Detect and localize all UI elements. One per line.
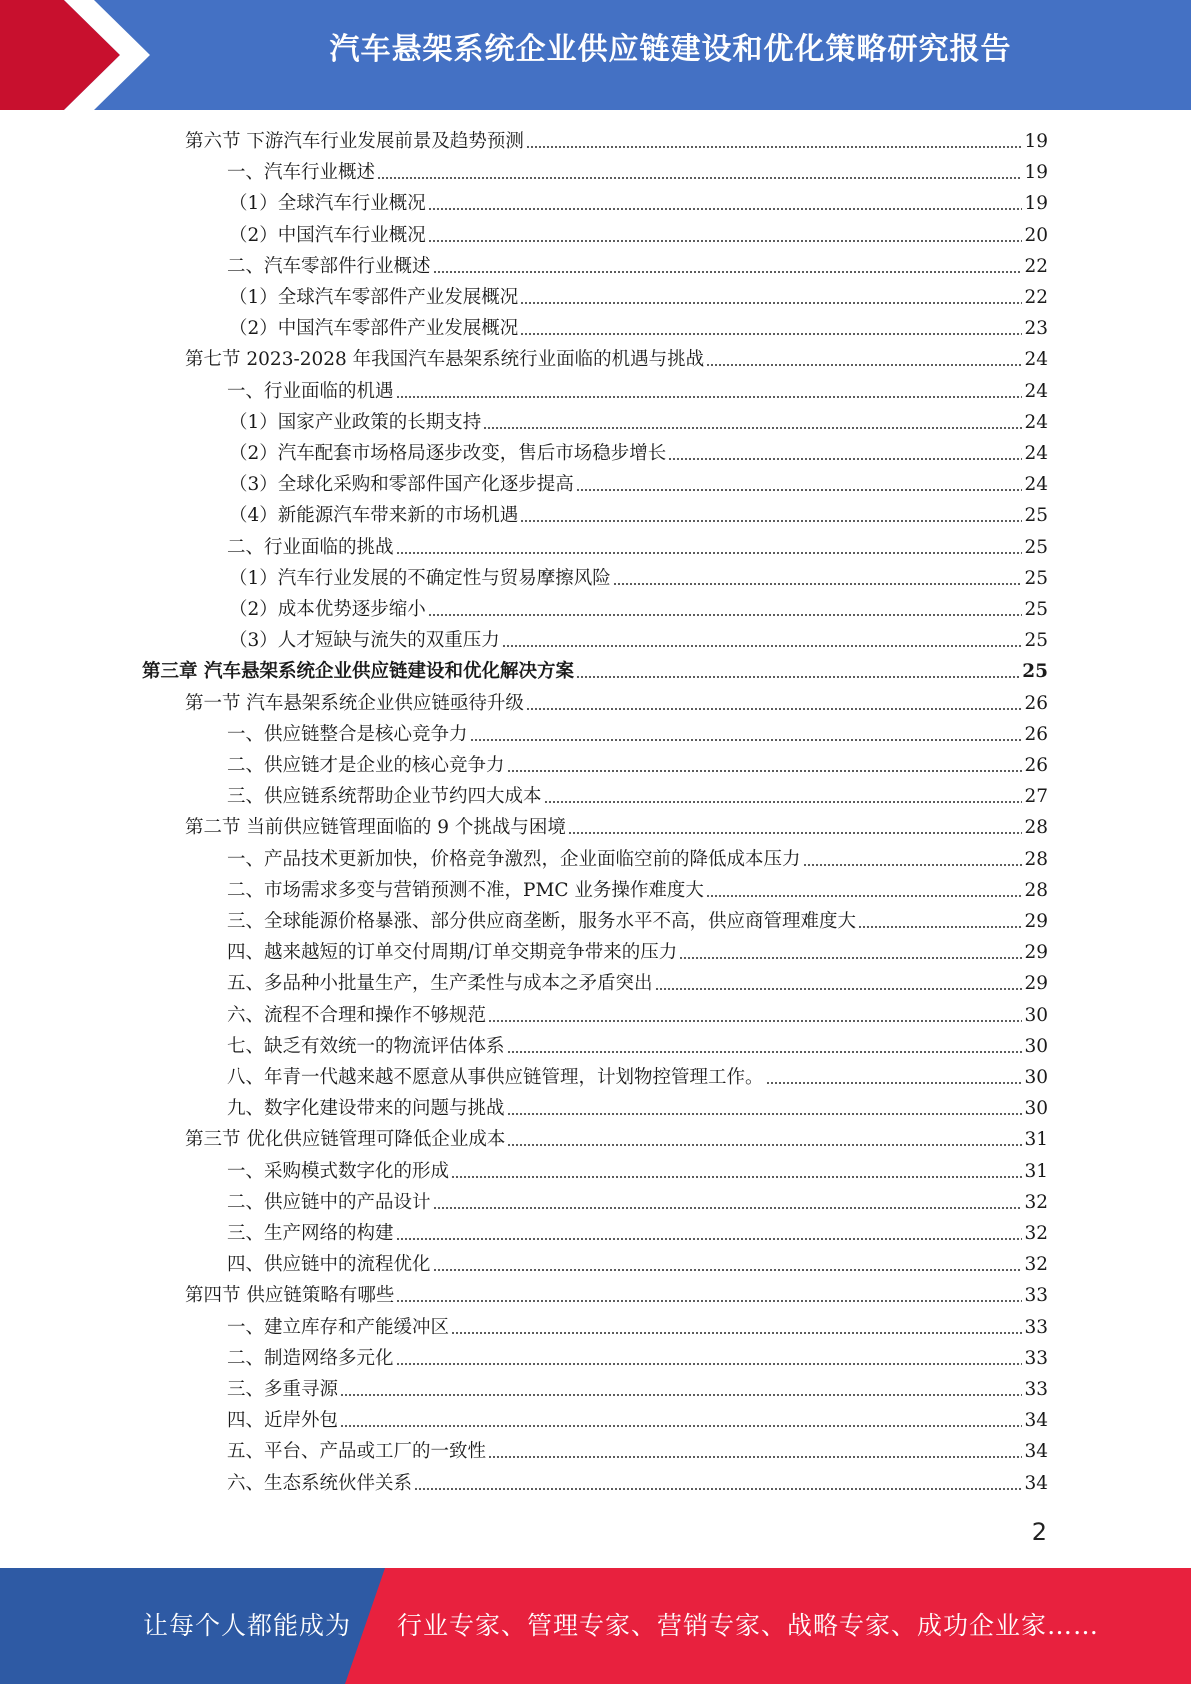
toc-subsection-entry[interactable] (227, 782, 1048, 813)
toc-entry-title: （1）汽车行业发展的不确定性与贸易摩擦风险 (229, 567, 611, 589)
toc-entry-page: 31 (1024, 1129, 1048, 1151)
toc-subsection-entry[interactable] (227, 1063, 1048, 1094)
toc-entry-title: （2）成本优势逐步缩小 (229, 599, 426, 620)
toc-dot-leader (858, 925, 1022, 929)
toc-entry-page: 19 (1024, 131, 1048, 152)
toc-entry-page: 24 (1024, 443, 1048, 464)
toc-subsection-entry[interactable] (227, 720, 1048, 751)
toc-entry-title: （3）全球化采购和零部件国产化逐步提高 (229, 474, 574, 496)
toc-dot-leader (396, 395, 1023, 399)
toc-dot-leader (396, 1299, 1022, 1303)
toc-entry-page: 26 (1024, 723, 1048, 745)
toc-entry-title: 第二节 当前供应链管理面临的 9 个挑战与困境 (185, 817, 566, 839)
toc-entry-title: 五、平台、产品或工厂的一致性 (227, 1441, 487, 1463)
toc-subsection-entry[interactable] (227, 969, 1048, 1000)
toc-dot-leader (520, 301, 1022, 305)
toc-dot-leader (396, 551, 1023, 555)
toc-dot-leader (526, 707, 1023, 711)
toc-section-entry[interactable] (185, 345, 1048, 376)
toc-dot-leader (396, 1362, 1023, 1366)
toc-dot-leader (655, 987, 1023, 991)
toc-entry-title: 第三章 汽车悬架系统企业供应链建设和优化解决方案 (142, 661, 574, 683)
toc-dot-leader (706, 894, 1023, 898)
toc-entry-title: 第六节 下游汽车行业发展前景及趋势预测 (185, 131, 524, 152)
toc-subsection-entry[interactable] (227, 158, 1048, 189)
toc-entry-page: 30 (1024, 1004, 1048, 1026)
toc-dot-leader (520, 332, 1022, 336)
toc-entry-page: 25 (1024, 536, 1048, 558)
toc-dot-leader (526, 145, 1023, 149)
toc-chapter-entry[interactable] (142, 657, 1048, 688)
toc-entry-title: 第一节 汽车悬架系统企业供应链亟待升级 (185, 692, 524, 714)
toc-subsection-entry[interactable] (227, 533, 1048, 564)
toc-subsection-entry[interactable] (227, 1313, 1048, 1344)
toc-entry-page: 25 (1022, 661, 1048, 683)
footer-slogan-right: 行业专家、管理专家、营销专家、战略专家、成功企业家…… (397, 1611, 1100, 1640)
toc-entry-title: （4）新能源汽车带来新的市场机遇 (229, 505, 519, 527)
toc-dot-leader (507, 1112, 1023, 1116)
toc-entry-title: 第七节 2023-2028 年我国汽车悬架系统行业面临的机遇与挑战 (185, 349, 705, 371)
toc-entry-page: 30 (1024, 1098, 1048, 1120)
toc-entry-page: 19 (1024, 193, 1048, 215)
toc-subsection-entry[interactable] (227, 876, 1048, 907)
toc-dot-leader (428, 207, 1023, 211)
report-title: 汽车悬架系统企业供应链建设和优化策略研究报告 (329, 32, 1012, 67)
toc-entry-page: 29 (1024, 911, 1048, 932)
toc-section-entry[interactable] (185, 127, 1048, 158)
toc-entry-page: 34 (1024, 1410, 1048, 1432)
toc-subsection-entry[interactable] (227, 1375, 1048, 1406)
toc-subsection-entry[interactable] (227, 1219, 1048, 1250)
toc-entry-title: 一、行业面临的机遇 (227, 380, 394, 402)
toc-dot-leader (451, 1331, 1022, 1335)
toc-entry-title: 二、行业面临的挑战 (227, 536, 394, 558)
toc-dot-leader (377, 176, 1022, 180)
toc-entry-title: （1）国家产业政策的长期支持 (229, 411, 482, 433)
toc-entry-page: 32 (1024, 1191, 1048, 1213)
toc-dot-leader (507, 769, 1023, 773)
toc-subsection-entry[interactable] (229, 564, 1048, 595)
toc-entry-page: 33 (1024, 1316, 1048, 1338)
toc-dot-leader (803, 863, 1023, 867)
toc-entry-title: 九、数字化建设带来的问题与挑战 (227, 1098, 505, 1120)
toc-subsection-entry[interactable] (227, 252, 1048, 283)
toc-dot-leader (488, 1019, 1022, 1023)
toc-entry-title: 二、市场需求多变与营销预测不准，PMC 业务操作难度大 (227, 879, 704, 901)
toc-subsection-entry[interactable] (229, 408, 1048, 439)
toc-entry-title: （3）人才短缺与流失的双重压力 (229, 630, 500, 652)
toc-entry-page: 25 (1024, 599, 1048, 620)
toc-dot-leader (428, 239, 1023, 243)
toc-dot-leader (766, 1081, 1023, 1085)
toc-subsection-entry[interactable] (227, 1032, 1048, 1063)
toc-entry-title: 二、供应链中的产品设计 (227, 1191, 431, 1213)
toc-entry-title: （2）汽车配套市场格局逐步改变，售后市场稳步增长 (229, 443, 667, 464)
page-header (0, 0, 1191, 110)
toc-dot-leader (483, 426, 1022, 430)
toc-entry-title: 第四节 供应链策略有哪些 (185, 1285, 395, 1307)
toc-dot-leader (396, 1237, 1023, 1241)
toc-entry-page: 33 (1024, 1285, 1048, 1307)
toc-entry-page: 24 (1024, 411, 1048, 433)
toc-dot-leader (706, 363, 1022, 367)
toc-entry-page: 29 (1024, 942, 1048, 964)
toc-dot-leader (507, 1050, 1023, 1054)
toc-entry-page: 24 (1024, 474, 1048, 496)
toc-subsection-entry[interactable] (227, 1406, 1048, 1437)
toc-subsection-entry[interactable] (229, 626, 1048, 657)
toc-entry-page: 28 (1024, 817, 1048, 839)
toc-dot-leader (613, 582, 1023, 586)
toc-subsection-entry[interactable] (227, 1188, 1048, 1219)
toc-entry-title: （1）全球汽车行业概况 (229, 193, 426, 215)
toc-entry-title: 第三节 优化供应链管理可降低企业成本 (185, 1129, 506, 1151)
toc-entry-title: 一、建立库存和产能缓冲区 (227, 1316, 450, 1338)
toc-entry-page: 25 (1024, 505, 1048, 527)
toc-subsection-entry[interactable] (227, 751, 1048, 782)
toc-dot-leader (470, 738, 1023, 742)
toc-subsection-entry[interactable] (227, 938, 1048, 969)
toc-entry-page: 32 (1024, 1254, 1048, 1276)
toc-entry-title: 六、流程不合理和操作不够规范 (227, 1004, 487, 1026)
footer-slogan-left: 让每个人都能成为 (143, 1611, 352, 1640)
toc-entry-page: 22 (1024, 287, 1048, 308)
toc-dot-leader (507, 1143, 1022, 1147)
toc-entry-page: 22 (1024, 255, 1048, 277)
toc-subsection-entry[interactable] (229, 221, 1048, 252)
toc-subsection-entry[interactable] (227, 1250, 1048, 1281)
toc-entry-title: 八、年青一代越来越不愿意从事供应链管理，计划物控管理工作。 (227, 1067, 764, 1088)
toc-entry-page: 33 (1024, 1379, 1048, 1400)
toc-entry-title: 二、供应链才是企业的核心竞争力 (227, 755, 505, 776)
toc-dot-leader (340, 1393, 1022, 1397)
toc-dot-leader (414, 1487, 1022, 1491)
toc-entry-page: 30 (1024, 1035, 1048, 1057)
toc-subsection-entry[interactable] (229, 501, 1048, 532)
toc-entry-page: 28 (1024, 848, 1048, 870)
toc-subsection-entry[interactable] (227, 1001, 1048, 1032)
toc-dot-leader (428, 613, 1023, 617)
toc-entry-page: 26 (1024, 692, 1048, 714)
toc-dot-leader (576, 675, 1020, 679)
toc-dot-leader (451, 1175, 1022, 1179)
toc-section-entry[interactable] (185, 1281, 1048, 1312)
toc-entry-title: 四、近岸外包 (227, 1410, 339, 1432)
toc-entry-page: 20 (1024, 224, 1048, 246)
toc-subsection-entry[interactable] (229, 439, 1048, 470)
toc-entry-title: 四、供应链中的流程优化 (227, 1254, 431, 1276)
toc-entry-title: 一、采购模式数字化的形成 (227, 1160, 450, 1182)
toc-entry-page: 24 (1024, 380, 1048, 402)
toc-subsection-entry[interactable] (227, 1469, 1048, 1500)
toc-subsection-entry[interactable] (227, 1437, 1048, 1468)
toc-entry-title: （2）中国汽车行业概况 (229, 224, 426, 246)
toc-subsection-entry[interactable] (229, 283, 1048, 314)
toc-dot-leader (433, 1268, 1023, 1272)
toc-entry-page: 24 (1024, 349, 1048, 371)
toc-subsection-entry[interactable] (229, 314, 1048, 345)
toc-subsection-entry[interactable] (229, 595, 1048, 626)
toc-entry-page: 23 (1024, 318, 1048, 340)
toc-entry-page: 25 (1024, 567, 1048, 589)
toc-entry-title: 一、汽车行业概述 (227, 162, 376, 184)
toc-entry-title: 二、汽车零部件行业概述 (227, 255, 431, 277)
toc-section-entry[interactable] (185, 1125, 1048, 1156)
toc-dot-leader (502, 644, 1023, 648)
toc-section-entry[interactable] (185, 813, 1048, 844)
toc-dot-leader (679, 956, 1022, 960)
toc-entry-title: 四、越来越短的订单交付周期/订单交期竞争带来的压力 (227, 942, 678, 964)
toc-entry-page: 19 (1024, 162, 1048, 184)
toc-entry-title: 二、制造网络多元化 (227, 1347, 394, 1369)
toc-subsection-entry[interactable] (229, 189, 1048, 220)
toc-entry-page: 32 (1024, 1223, 1048, 1244)
toc-subsection-entry[interactable] (227, 377, 1048, 408)
toc-entry-title: （2）中国汽车零部件产业发展概况 (229, 318, 519, 340)
toc-subsection-entry[interactable] (227, 845, 1048, 876)
toc-entry-title: 三、全球能源价格暴涨、部分供应商垄断，服务水平不高，供应商管理难度大 (227, 911, 857, 932)
toc-entry-title: 五、多品种小批量生产，生产柔性与成本之矛盾突出 (227, 973, 653, 995)
toc-subsection-entry[interactable] (227, 1094, 1048, 1125)
toc-dot-leader (576, 488, 1023, 492)
toc-entry-title: （1）全球汽车零部件产业发展概况 (229, 287, 519, 308)
toc-entry-page: 29 (1024, 973, 1048, 995)
page-number: 2 (1031, 1518, 1047, 1546)
toc-entry-page: 30 (1024, 1067, 1048, 1088)
toc-entry-page: 33 (1024, 1347, 1048, 1369)
toc-entry-title: 三、供应链系统帮助企业节约四大成本 (227, 786, 542, 808)
toc-dot-leader (433, 1206, 1023, 1210)
toc-entry-title: 三、多重寻源 (227, 1379, 339, 1400)
toc-entry-title: 六、生态系统伙伴关系 (227, 1472, 413, 1494)
toc-entry-page: 34 (1024, 1441, 1048, 1463)
toc-entry-title: 一、产品技术更新加快，价格竞争激烈，企业面临空前的降低成本压力 (227, 848, 801, 870)
toc-entry-title: 七、缺乏有效统一的物流评估体系 (227, 1035, 505, 1057)
toc-subsection-entry[interactable] (227, 907, 1048, 938)
toc-dot-leader (544, 800, 1023, 804)
toc-entry-title: 一、供应链整合是核心竞争力 (227, 723, 468, 745)
toc-section-entry[interactable] (185, 689, 1048, 720)
toc-dot-leader (668, 457, 1022, 461)
toc-dot-leader (520, 519, 1022, 523)
toc-subsection-entry[interactable] (227, 1157, 1048, 1188)
toc-entry-page: 34 (1024, 1472, 1048, 1494)
toc-entry-page: 25 (1024, 630, 1048, 652)
toc-dot-leader (433, 270, 1023, 274)
toc-entry-title: 三、生产网络的构建 (227, 1223, 394, 1244)
toc-dot-leader (568, 831, 1023, 835)
toc-entry-page: 27 (1024, 786, 1048, 808)
toc-subsection-entry[interactable] (229, 470, 1048, 501)
page-footer (0, 1568, 1191, 1684)
toc-dot-leader (340, 1424, 1022, 1428)
toc-entry-page: 31 (1024, 1160, 1048, 1182)
toc-entry-page: 28 (1024, 879, 1048, 901)
toc-subsection-entry[interactable] (227, 1344, 1048, 1375)
toc-dot-leader (488, 1455, 1022, 1459)
toc-entry-page: 26 (1024, 755, 1048, 776)
